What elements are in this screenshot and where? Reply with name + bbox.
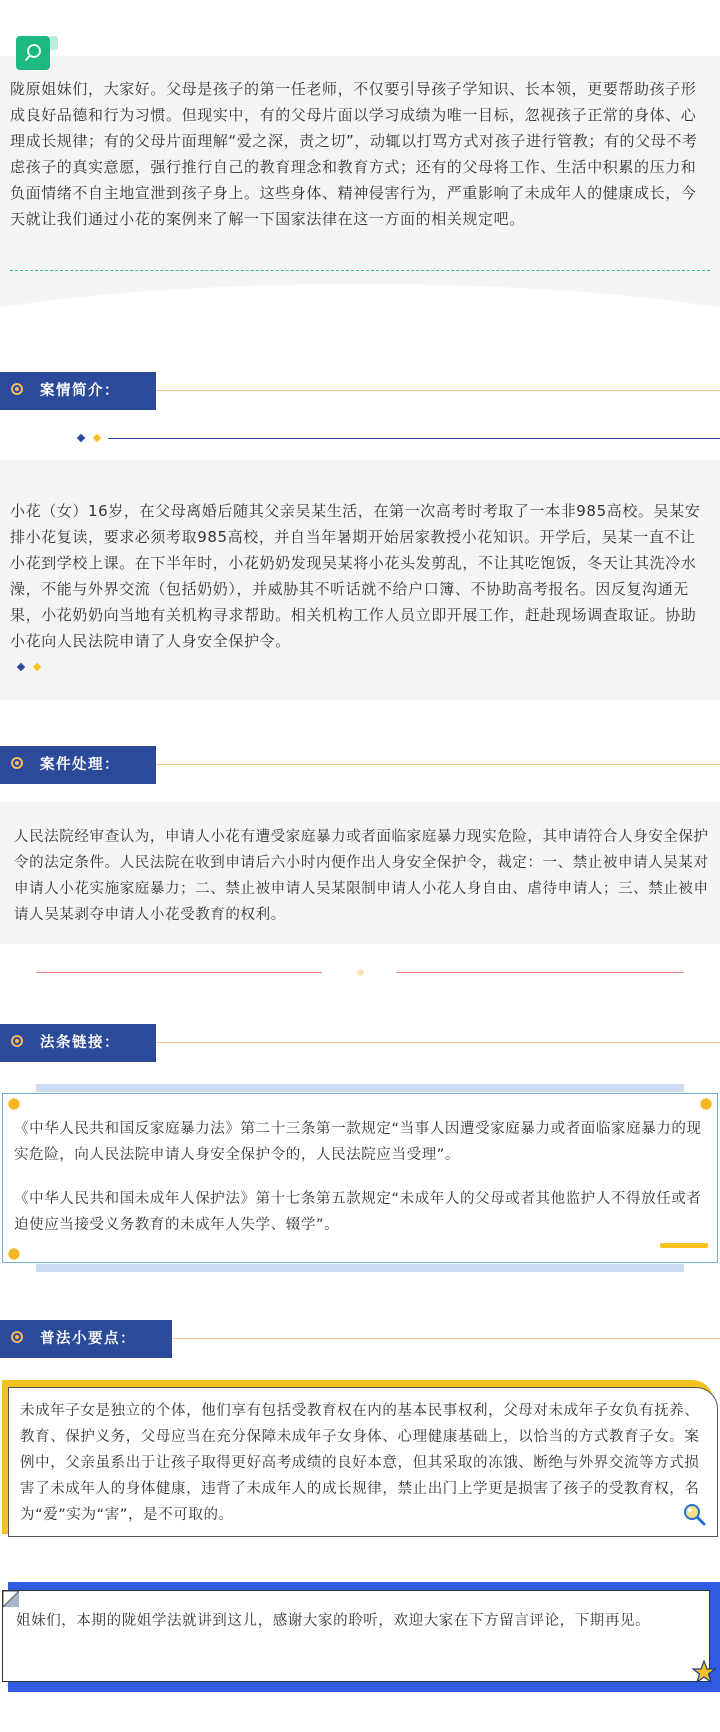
diamond-icon [93,434,101,442]
target-circle-icon [11,383,23,395]
divider-line-left [36,972,322,973]
section-header-tips [0,1320,720,1358]
law-box-bottom-strip [36,1264,684,1272]
section-header-line [156,390,720,391]
target-circle-icon [11,1035,23,1047]
law-box-top-strip [36,1084,684,1092]
target-circle-icon [11,757,23,769]
law-box-accent-bar [660,1243,708,1248]
corner-dot [9,1249,19,1259]
tips-paragraph: 未成年子女是独立的个体，他们享有包括受教育权在内的基本民事权利，父母对未成年子女负有抚养、教育、保护义务，父母应当在充分保障未成年子女身体、心理健康基础上，以恰当的方式教育子女。案例中，父亲虽系出于让孩子取得更好高考成绩的良好本意，但其采取的冻饿、断绝与外界交流等方式损害了未成年人的身体健康，违背了未成年人的成长规律，禁止出门上学更是损害了孩子的受教育权，名为“爱”实为“害”，是不可取的。 [20,1403,700,1523]
corner-dot [9,1099,19,1109]
intro-divider [10,270,710,271]
case-intro-paragraph: 小花（女）16岁，在父母离婚后随其父亲吴某生活，在第一次高考时考取了一本非985高校。吴某安排小花复读，要求必须考取985高校，并自当年暑期开始居家教授小花知识。开学后，吴某一直不让小花到学校上课。在下半年时，小花奶奶发现吴某将小花头发剪乱，不让其吃饱饭，冬天让其洗冷水澡，不能与外界交流（包括奶奶），并威胁其不听话就不给户口簿、不协助高考报名。因反复沟通无果，小花奶奶向当地有关机构寻求帮助。相关机构工作人员立即开展工作，赶赴现场调查取证。协助小花向人民法院申请了人身安全保护令。 [10,502,701,650]
handling-paragraph: 人民法院经审查认为，申请人小花有遭受家庭暴力或者面临家庭暴力现实危险，其申请符合人身安全保护令的法定条件。人民法院在收到申请后六小时内便作出人身安全保护令，裁定：一、禁止被申请人吴某对申请人小花实施家庭暴力；二、禁止被申请人吴某限制申请人小花人身自由、虐待申请人；三、禁止被申请人吴某剥夺申请人小花受教育的权利。 [14,829,709,923]
star-icon [692,1660,716,1684]
closing-paragraph: 姐妹们，本期的陇姐学法就讲到这儿，感谢大家的聆听，欢迎大家在下方留言评论，下期再见。 [16,1613,651,1629]
section-header-law [0,1024,720,1062]
divider-dot [357,969,364,976]
logo-fold-decoration [50,36,58,50]
section-label [0,1024,156,1062]
section-label [0,372,156,410]
section-header-handling [0,746,720,784]
section-title: 案件处理： [40,757,120,773]
diamond-icon [77,434,85,442]
logo-badge [16,36,50,70]
search-icon [16,36,50,70]
target-circle-icon [11,1331,23,1343]
section-title: 案情简介： [40,383,120,399]
section-header-line [156,764,720,765]
magnifier-icon [682,1502,708,1528]
section-label [0,746,156,784]
section-title: 法条链接： [40,1035,120,1051]
law-clause-1: 《中华人民共和国反家庭暴力法》第二十三条第一款规定“当事人因遭受家庭暴力或者面临家庭暴力的现实危险，向人民法院申请人身安全保护令的，人民法院应当受理”。 [14,1121,702,1163]
intro-paragraph: 陇原姐妹们，大家好。父母是孩子的第一任老师，不仅要引导孩子学知识、长本领，更要帮助孩子形成良好品德和行为习惯。但现实中，有的父母片面以学习成绩为唯一目标，忽视孩子正常的身体、心理成长规律；有的父母片面理解“爱之深，责之切”，动辄以打骂方式对孩子进行管教；有的父母不考虑孩子的真实意愿，强行推行自己的教育理念和教育方式；还有的父母将工作、生活中积累的压力和负面情绪不自主地宣泄到孩子身上。这些身体、精神侵害行为，严重影响了未成年人的健康成长，今天就让我们通过小花的案例来了解一下国家法律在这一方面的相关规定吧。 [10,80,698,228]
divider-line-right [396,972,684,973]
section-rule [108,438,720,439]
corner-fold-icon [3,1591,19,1607]
section-header-line [156,1042,720,1043]
law-clause-2: 《中华人民共和国未成年人保护法》第十七条第五款规定“未成年人的父母或者其他监护人不得放任或者迫使应当接受义务教育的未成年人失学、辍学”。 [14,1191,702,1233]
section-header-case-intro [0,372,720,410]
corner-dot [701,1099,711,1109]
section-label [0,1320,172,1358]
intro-wave-decoration [0,284,720,326]
section-header-line [172,1338,720,1339]
closing-box [2,1590,710,1682]
section-title: 普法小要点： [40,1331,136,1347]
